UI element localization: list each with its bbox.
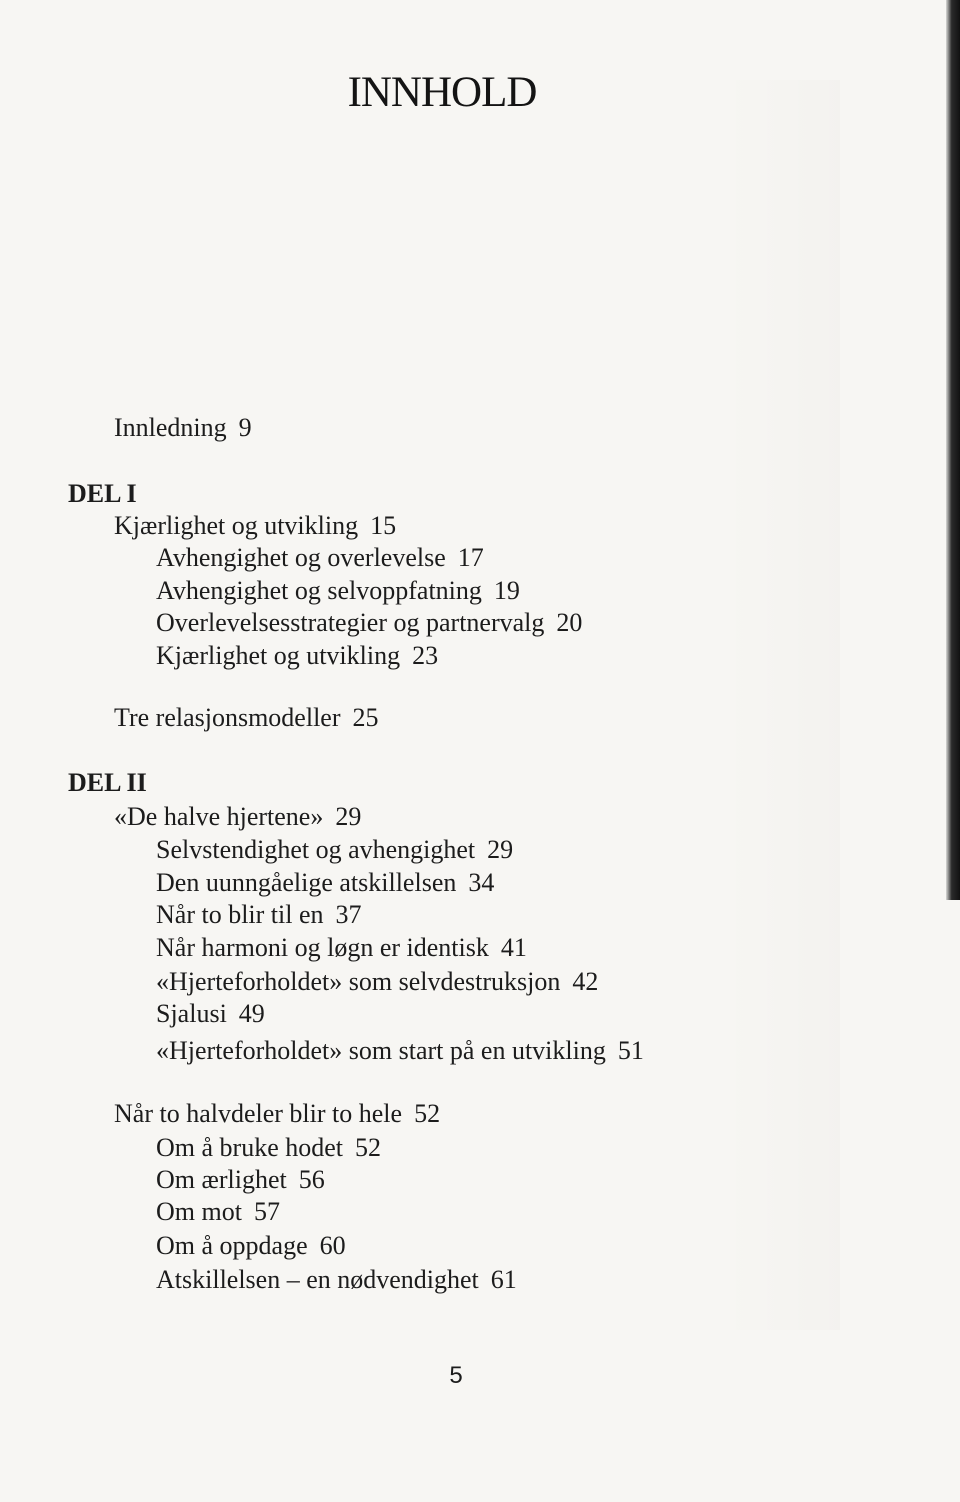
toc-subentry [156, 575, 520, 607]
toc-entry-text: Om mot [156, 1197, 242, 1226]
part-heading-2: DEL II [68, 768, 147, 797]
page-bleed-through [720, 80, 840, 1330]
toc-entry-text: Om å oppdage [156, 1231, 308, 1260]
part-heading-1: DEL I [68, 479, 137, 508]
page-title: INNHOLD [347, 69, 537, 116]
toc-page-number: 25 [352, 703, 379, 732]
toc-subentry [156, 1230, 346, 1262]
toc-page-number: 9 [238, 413, 252, 442]
toc-page-number: 56 [298, 1165, 325, 1194]
toc-entry-text: Kjærlighet og utvikling [156, 641, 401, 670]
toc-page-number: 19 [493, 576, 520, 605]
toc-subentry [156, 1132, 381, 1164]
toc-page-number: 49 [238, 999, 265, 1028]
toc-subentry [156, 1164, 325, 1196]
toc-page-number: 42 [572, 967, 599, 996]
toc-entry-text: Når to halvdeler blir to hele [114, 1099, 403, 1128]
toc-page-number: 57 [253, 1197, 280, 1226]
toc-subentry [156, 607, 582, 639]
toc-subentry [156, 640, 438, 672]
toc-page-number: 29 [335, 802, 362, 831]
toc-entry-text: Atskillelsen – en nødvendighet [156, 1265, 479, 1294]
toc-subentry [156, 542, 484, 574]
toc-page-number: 23 [412, 641, 439, 670]
toc-entry-text: Selvstendighet og avhengighet [156, 835, 476, 864]
toc-entry-text: Tre relasjonsmodeller [114, 703, 341, 732]
toc-entry-text: Kjærlighet og utvikling [114, 511, 359, 540]
toc-subentry [156, 932, 527, 964]
toc-subentry [156, 899, 362, 931]
toc-entry-text: Avhengighet og overlevelse [156, 543, 446, 572]
toc-entry-text: Den uunngåelige atskillelsen [156, 868, 457, 897]
toc-page-number: 60 [319, 1231, 346, 1260]
toc-page-number: 20 [556, 608, 583, 637]
toc-page-number: 17 [457, 543, 484, 572]
toc-entry-text: Når harmoni og løgn er identisk [156, 933, 489, 962]
toc-entry-text: Overlevelsesstrategier og partnervalg [156, 608, 545, 637]
toc-entry-text: Om å bruke hodet [156, 1133, 344, 1162]
toc-chapter [114, 702, 379, 734]
toc-page-number: 34 [468, 868, 495, 897]
toc-chapter [114, 1098, 440, 1130]
toc-entry-text: «Hjerteforholdet» som start på en utvikling [156, 1036, 606, 1065]
toc-page-number: 61 [490, 1265, 517, 1294]
toc-subentry [156, 998, 265, 1030]
toc-chapter [114, 510, 396, 542]
toc-entry-text: Avhengighet og selvoppfatning [156, 576, 482, 605]
toc-page-number: 41 [500, 933, 527, 962]
toc-page-number: 37 [335, 900, 362, 929]
toc-entry-intro [114, 412, 252, 444]
toc-entry-text: Om ærlighet [156, 1165, 287, 1194]
toc-entry-text: «De halve hjertene» [114, 802, 324, 831]
toc-entry-text: Innledning [114, 413, 227, 442]
toc-entry-text: «Hjerteforholdet» som selvdestruksjon [156, 967, 561, 996]
toc-page-number: 29 [487, 835, 514, 864]
toc-subentry [156, 834, 513, 866]
toc-chapter [114, 801, 361, 833]
toc-subentry [156, 1196, 280, 1228]
book-spine-shadow [946, 0, 960, 900]
toc-page-number: 52 [414, 1099, 441, 1128]
toc-entry-text: Når to blir til en [156, 900, 324, 929]
toc-subentry [156, 1035, 644, 1067]
toc-subentry [156, 867, 494, 899]
toc-page-number: 51 [617, 1036, 644, 1065]
toc-page-number: 52 [355, 1133, 382, 1162]
toc-page-number: 15 [370, 511, 397, 540]
toc-entry-text: Sjalusi [156, 999, 227, 1028]
toc-subentry [156, 966, 598, 998]
toc-subentry [156, 1264, 517, 1296]
page-number: 5 [449, 1362, 463, 1389]
